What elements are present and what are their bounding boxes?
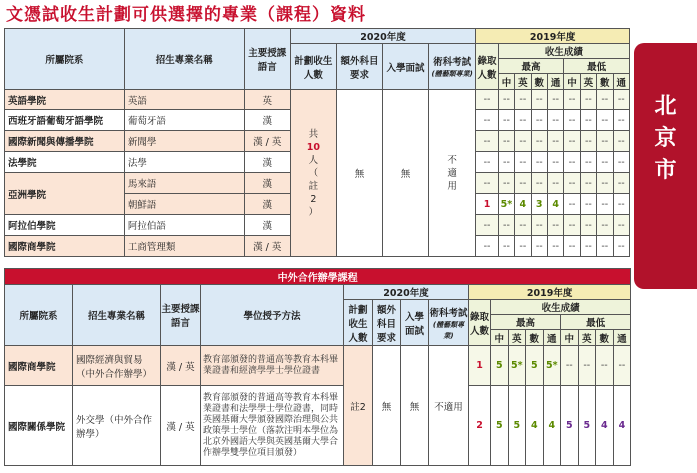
score-cell: -- <box>597 215 613 236</box>
col-header-lowest: 最低 <box>564 59 630 74</box>
admitted-cell: 2 <box>469 386 491 466</box>
score-cell: -- <box>580 236 596 257</box>
col-header-2019: 2019年度 <box>476 29 630 44</box>
city-char: 京 <box>654 126 677 151</box>
joint-programme-banner: 中外合作辦學課程 <box>5 269 631 285</box>
subject-english: 英 <box>578 330 596 346</box>
score-cell: -- <box>515 236 531 257</box>
col-header-major: 招生專業名稱 <box>124 29 244 90</box>
score-cell: -- <box>596 346 614 386</box>
score-cell: -- <box>564 194 580 215</box>
language-cell: 漢 <box>244 110 290 131</box>
score-cell: -- <box>547 110 563 131</box>
col-header-2019: 2019年度 <box>469 285 631 300</box>
city-char: 市 <box>654 158 677 183</box>
score-cell: -- <box>564 215 580 236</box>
score-cell: -- <box>498 236 514 257</box>
subject-chinese: 中 <box>561 330 579 346</box>
score-cell: 4 <box>613 386 631 466</box>
score-cell: -- <box>597 131 613 152</box>
col-header-2020: 2020年度 <box>344 285 469 300</box>
score-cell: -- <box>531 215 547 236</box>
score-cell: -- <box>580 152 596 173</box>
score-cell: 3 <box>531 194 547 215</box>
language-cell: 漢 <box>244 152 290 173</box>
extra-subject-cell: 無 <box>373 346 401 466</box>
score-cell: -- <box>531 131 547 152</box>
score-cell: -- <box>597 152 613 173</box>
score-cell: -- <box>613 131 630 152</box>
score-cell: -- <box>613 236 630 257</box>
score-cell: -- <box>515 173 531 194</box>
admitted-cell: -- <box>476 90 499 110</box>
col-header-results: 收生成績 <box>491 300 631 315</box>
score-cell: 5 <box>578 386 596 466</box>
score-cell: 5* <box>498 194 514 215</box>
col-header-extra-subject: 額外科目要求 <box>336 44 382 90</box>
score-cell: -- <box>580 131 596 152</box>
faculty-cell: 西班牙語葡萄牙語學院 <box>5 110 125 131</box>
major-cell: 英語 <box>124 90 244 110</box>
score-cell: -- <box>498 90 514 110</box>
art-exam-cell: 不 適 用 <box>429 90 476 257</box>
faculty-cell: 阿拉伯學院 <box>5 215 125 236</box>
subject-english: 英 <box>515 74 531 90</box>
score-cell: -- <box>597 236 613 257</box>
subject-ls: 通 <box>613 74 630 90</box>
quota-cell: 共 10 人 （ 註 2 ） <box>290 90 336 257</box>
col-header-extra-subject: 額外科目要求 <box>373 300 401 346</box>
score-cell: -- <box>613 194 630 215</box>
language-cell: 漢 / 英 <box>161 386 201 466</box>
admitted-cell: 1 <box>476 194 499 215</box>
score-cell: -- <box>498 215 514 236</box>
interview-cell: 無 <box>383 90 429 257</box>
faculty-cell: 英語學院 <box>5 90 125 110</box>
subject-maths: 數 <box>531 74 547 90</box>
language-cell: 漢 <box>244 173 290 194</box>
score-cell: 4 <box>596 386 614 466</box>
subject-ls: 通 <box>543 330 561 346</box>
score-cell: -- <box>613 110 630 131</box>
score-cell: -- <box>580 110 596 131</box>
score-cell: 5 <box>491 346 509 386</box>
score-cell: -- <box>613 215 630 236</box>
score-cell: -- <box>498 173 514 194</box>
programme-table-joint <box>4 268 631 466</box>
language-cell: 英 <box>244 90 290 110</box>
col-header-language: 主要授課語言 <box>161 285 201 346</box>
score-cell: -- <box>515 110 531 131</box>
subject-english: 英 <box>580 74 596 90</box>
score-cell: -- <box>547 131 563 152</box>
score-cell: 4 <box>547 194 563 215</box>
subject-ls: 通 <box>613 330 631 346</box>
city-char: 北 <box>654 94 677 119</box>
col-header-degree-method: 學位授予方法 <box>201 285 344 346</box>
language-cell: 漢 / 英 <box>244 131 290 152</box>
degree-method-cell: 教育部頒發的普通高等教育本科畢業證書和法學學士學位證書，同時英國基爾大學頒發國際治理與公共政策學士學位（落款注明本學位為北京外國語大學與英國基爾大學合作辦學雙學位項目頒發） <box>201 386 344 466</box>
score-cell: -- <box>580 215 596 236</box>
major-cell: 法學 <box>124 152 244 173</box>
admitted-cell: 1 <box>469 346 491 386</box>
faculty-cell: 國際商學院 <box>5 236 125 257</box>
score-cell: -- <box>564 173 580 194</box>
faculty-cell: 國際商學院 <box>5 346 73 386</box>
major-cell: 葡萄牙語 <box>124 110 244 131</box>
major-cell: 馬來語 <box>124 173 244 194</box>
score-cell: -- <box>531 152 547 173</box>
score-cell: -- <box>531 173 547 194</box>
city-tab-beijing <box>634 43 697 289</box>
quota-cell: 註2 <box>344 346 373 466</box>
col-header-highest: 最高 <box>498 59 564 74</box>
programme-table-main <box>4 28 630 257</box>
col-header-interview: 入學面試 <box>383 44 429 90</box>
col-header-highest: 最高 <box>491 315 561 330</box>
score-cell: -- <box>531 90 547 110</box>
score-cell: -- <box>578 346 596 386</box>
admitted-cell: -- <box>476 173 499 194</box>
score-cell: 4 <box>526 386 544 466</box>
subject-english: 英 <box>508 330 526 346</box>
col-header-language: 主要授課語言 <box>244 29 290 90</box>
faculty-cell: 法學院 <box>5 152 125 173</box>
score-cell: 5* <box>543 346 561 386</box>
score-cell: 5 <box>508 386 526 466</box>
subject-ls: 通 <box>547 74 563 90</box>
col-header-lowest: 最低 <box>561 315 631 330</box>
col-header-admitted: 錄取人數 <box>476 44 499 90</box>
subject-maths: 數 <box>597 74 613 90</box>
major-cell: 朝鮮語 <box>124 194 244 215</box>
score-cell: -- <box>564 152 580 173</box>
major-cell: 新聞學 <box>124 131 244 152</box>
score-cell: -- <box>597 173 613 194</box>
score-cell: 5 <box>561 386 579 466</box>
score-cell: 5 <box>491 386 509 466</box>
score-cell: -- <box>564 110 580 131</box>
table-row <box>5 346 631 386</box>
score-cell: -- <box>580 173 596 194</box>
subject-chinese: 中 <box>491 330 509 346</box>
score-cell: -- <box>564 90 580 110</box>
score-cell: -- <box>547 236 563 257</box>
col-header-faculty: 所屬院系 <box>5 285 73 346</box>
score-cell: -- <box>515 90 531 110</box>
faculty-cell: 亞洲學院 <box>5 173 125 215</box>
language-cell: 漢 / 英 <box>161 346 201 386</box>
col-header-major: 招生專業名稱 <box>73 285 161 346</box>
subject-chinese: 中 <box>498 74 514 90</box>
col-header-faculty: 所屬院系 <box>5 29 125 90</box>
score-cell: -- <box>515 152 531 173</box>
score-cell: -- <box>597 110 613 131</box>
faculty-cell: 國際新聞與傳播學院 <box>5 131 125 152</box>
admitted-cell: -- <box>476 236 499 257</box>
score-cell: 4 <box>515 194 531 215</box>
col-header-quota: 計劃收生人數 <box>290 44 336 90</box>
score-cell: 5* <box>508 346 526 386</box>
score-cell: -- <box>547 152 563 173</box>
score-cell: -- <box>531 236 547 257</box>
score-cell: -- <box>613 173 630 194</box>
score-cell: -- <box>613 152 630 173</box>
language-cell: 漢 <box>244 194 290 215</box>
score-cell: -- <box>498 152 514 173</box>
faculty-cell: 國際關係學院 <box>5 386 73 466</box>
score-cell: -- <box>515 131 531 152</box>
score-cell: -- <box>515 215 531 236</box>
admitted-cell: -- <box>476 110 499 131</box>
subject-maths: 數 <box>596 330 614 346</box>
art-exam-cell: 不適用 <box>429 346 469 466</box>
admitted-cell: -- <box>476 152 499 173</box>
score-cell: -- <box>597 194 613 215</box>
score-cell: -- <box>547 90 563 110</box>
col-header-quota: 計劃收生人數 <box>344 300 373 346</box>
col-header-interview: 入學面試 <box>401 300 429 346</box>
major-cell: 外交學（中外合作辦學） <box>73 386 161 466</box>
language-cell: 漢 / 英 <box>244 236 290 257</box>
score-cell: -- <box>597 90 613 110</box>
table-row <box>5 386 631 466</box>
score-cell: -- <box>498 131 514 152</box>
score-cell: -- <box>580 194 596 215</box>
language-cell: 漢 <box>244 215 290 236</box>
col-header-2020: 2020年度 <box>290 29 475 44</box>
score-cell: -- <box>613 346 631 386</box>
col-header-art-exam: 術科考試 (體藝類專業) <box>429 44 476 90</box>
col-header-admitted: 錄取人數 <box>469 300 491 346</box>
score-cell: -- <box>613 90 630 110</box>
col-header-art-exam: 術科考試 (體藝類專業) <box>429 300 469 346</box>
admitted-cell: -- <box>476 131 499 152</box>
major-cell: 國際經濟與貿易（中外合作辦學） <box>73 346 161 386</box>
score-cell: 4 <box>543 386 561 466</box>
score-cell: -- <box>498 110 514 131</box>
subject-maths: 數 <box>526 330 544 346</box>
interview-cell: 無 <box>401 346 429 466</box>
score-cell: -- <box>564 131 580 152</box>
score-cell: -- <box>564 236 580 257</box>
major-cell: 阿拉伯語 <box>124 215 244 236</box>
table-row <box>5 90 630 110</box>
subject-chinese: 中 <box>564 74 580 90</box>
score-cell: -- <box>547 173 563 194</box>
score-cell: -- <box>547 215 563 236</box>
col-header-results: 收生成績 <box>498 44 629 59</box>
score-cell: 5 <box>526 346 544 386</box>
admitted-cell: -- <box>476 215 499 236</box>
degree-method-cell: 教育部頒發的普通高等教育本科畢業證書和經濟學學士學位證書 <box>201 346 344 386</box>
page-title: 文憑試收生計劃可供選擇的專業（課程）資料 <box>6 5 366 25</box>
score-cell: -- <box>561 346 579 386</box>
score-cell: -- <box>531 110 547 131</box>
major-cell: 工商管理類 <box>124 236 244 257</box>
extra-subject-cell: 無 <box>336 90 382 257</box>
score-cell: -- <box>580 90 596 110</box>
